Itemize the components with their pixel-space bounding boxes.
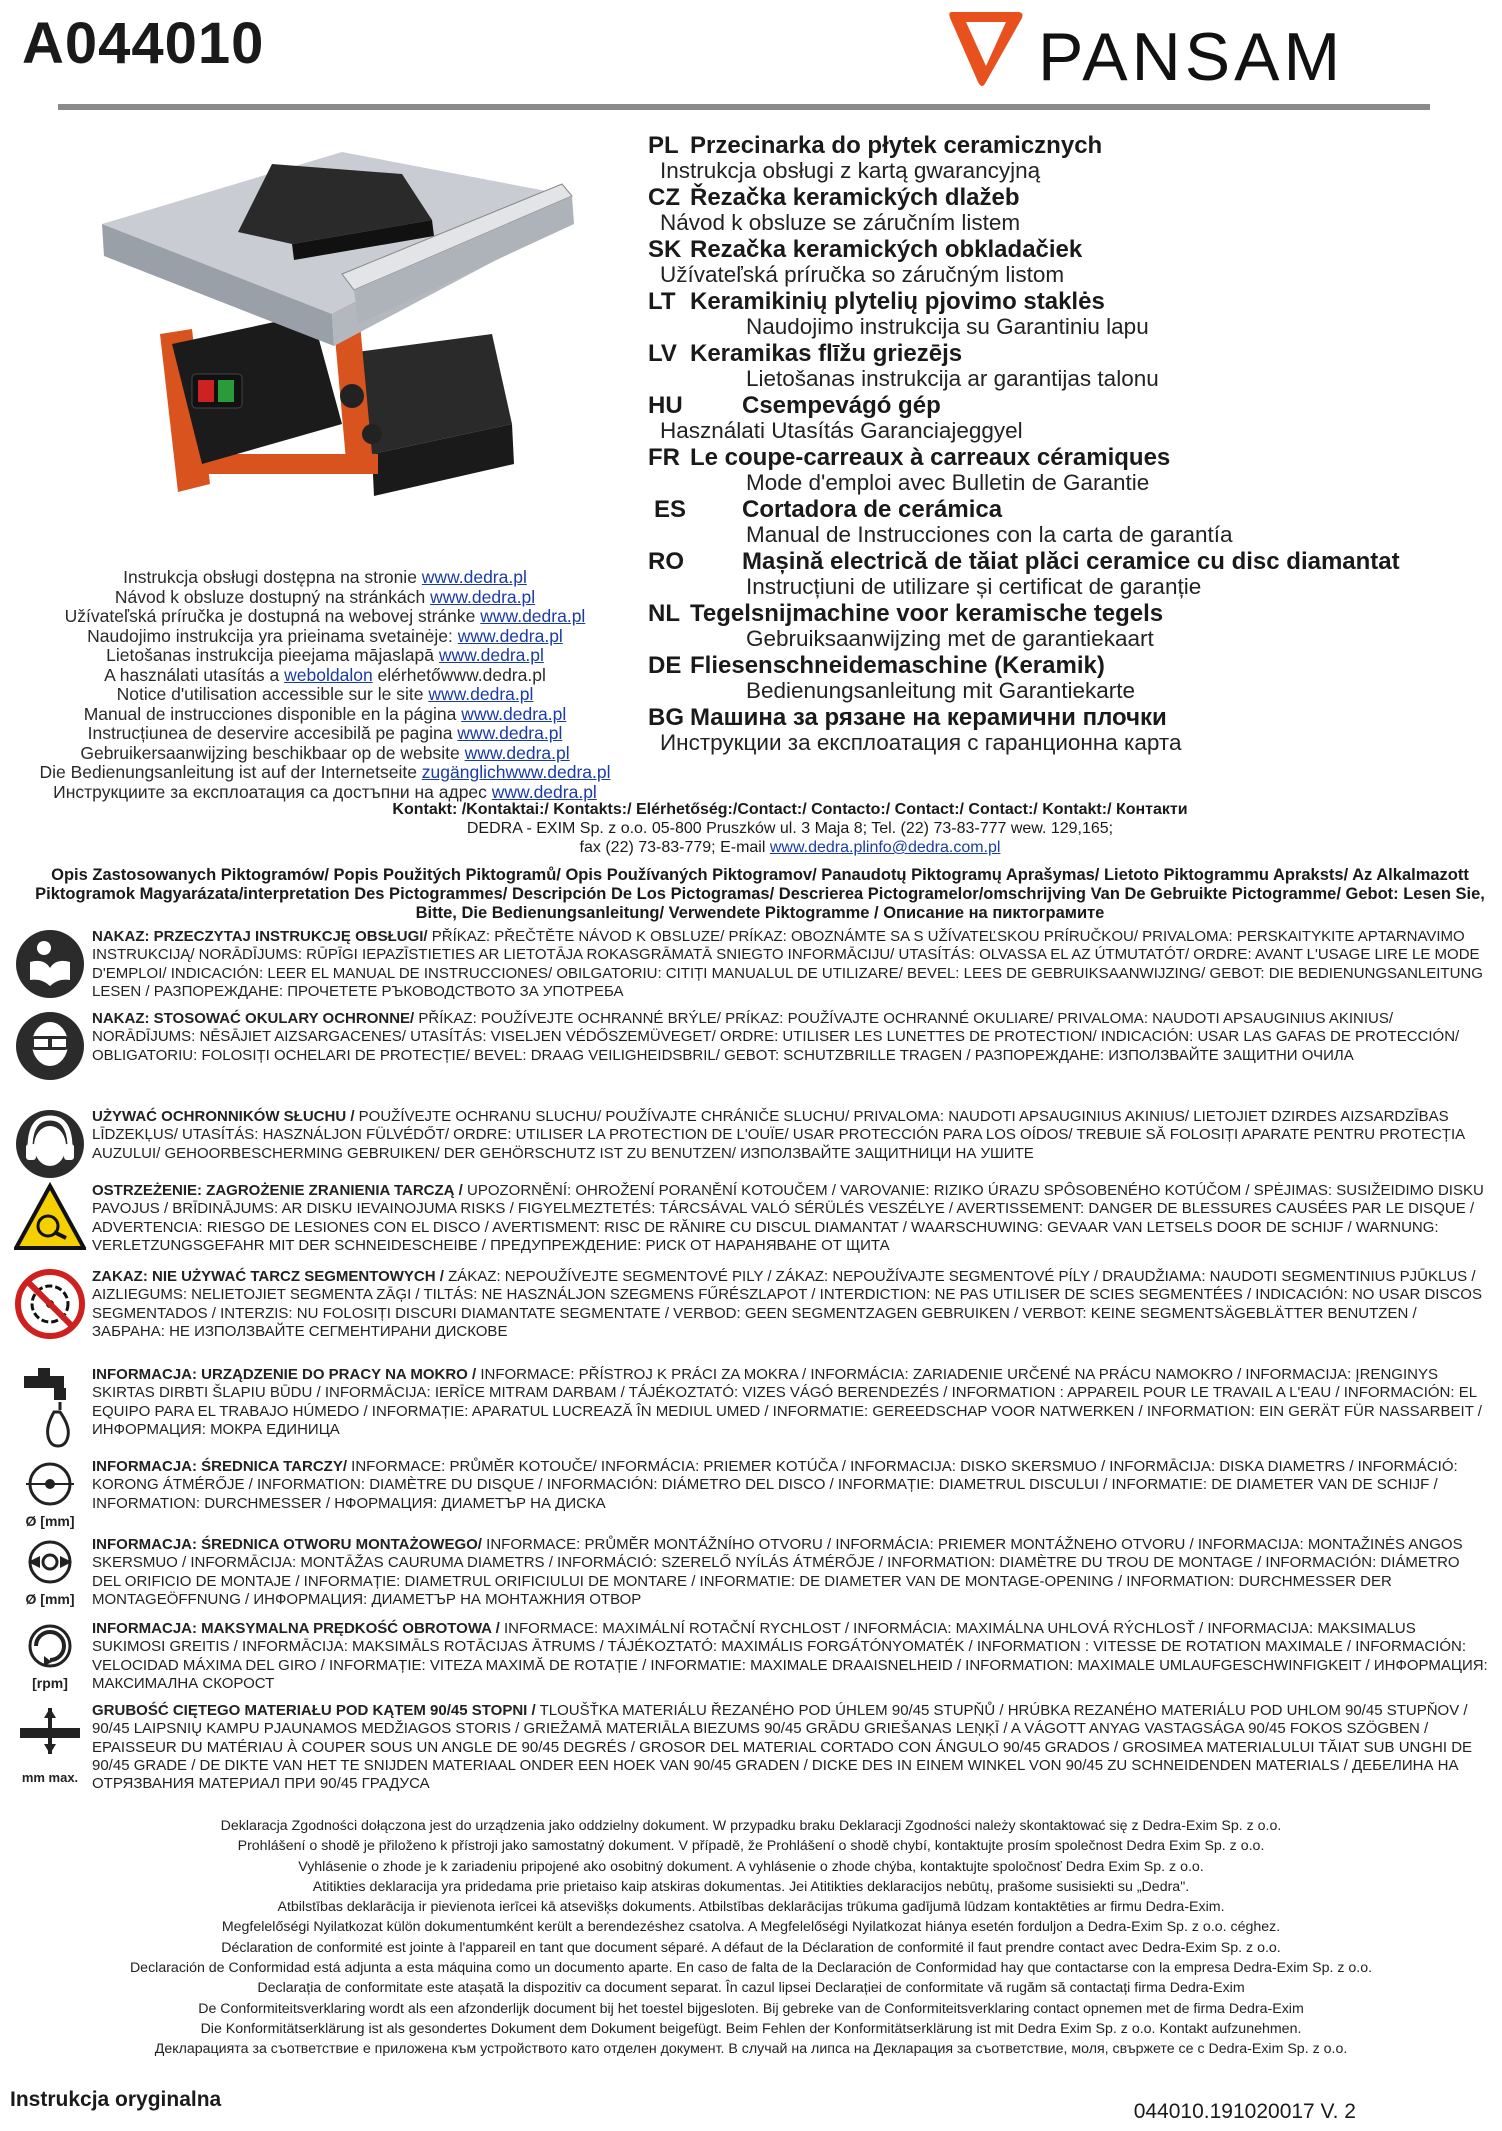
online-manual-line: Manual de instrucciones disponible en la página www.dedra.pl <box>83 703 567 724</box>
lang-code: BG <box>648 704 684 731</box>
lang-subtitle: Bedienungsanleitung mit Garantiekarte <box>746 678 1135 703</box>
lang-code: CZ <box>648 184 680 211</box>
svg-text:[rpm]: [rpm] <box>32 1675 68 1691</box>
original-instructions-label: Instrukcja oryginalna <box>10 2088 222 2111</box>
online-manual-line: Naudojimo instrukcija yra prieinama svetainėje: www.dedra.pl <box>87 625 563 646</box>
lang-subtitle: Instrucțiuni de utilizare și certificat de garanție <box>746 574 1202 599</box>
manual-link[interactable]: www.dedra.pl <box>457 723 563 743</box>
lang-subtitle: Gebruiksaanwijzing met de garantiekaart <box>746 626 1154 651</box>
pictogram-text: OSTRZEŻENIE: ZAGROŻENIE ZRANIENIA TARCZĄ / UPOZORNĚNÍ: OHROŽENÍ PORANĚNÍ KOTOUČEM / VAROVANIE: RIZIKO ÚRAZU SPÔSOBENÉHO KOTÚČOM / SPĖJIMAS: SUSIŽEIDIMO DISKU PAVOJUS / BRĪDINĀJUMS: AR DISKU IEVAINOJUMA RISKS / FIGYELMEZTETÉS: TÁRCSÁVAL VALÓ SÉRÜLÉS VESZÉLYE / AVERTISSEMENT: DANGER DE BLESSURES CAUSÉES PAR LE DISQUE / ADVERTENCIA: RIESGO DE LESIONES CON EL DISCO / AVERTISMENT: RISC DE RĂNIRE CU DISCUL DIAMANTAT / WAARSCHUWING: GEVAAR VAN LETSELS DOOR DE SCHIJF / WARNUNG: VERLETZUNGSGEFAHR MIT DER SCHNEIDESCHEIBE / ПРЕДУПРЕЖДЕНИЕ: РИСК ОТ НАРАНЯВАНЕ ОТ ЩИТА <box>92 1182 1484 1254</box>
online-manual-line: Užívateľská príručka je dostupná na webovej stránke www.dedra.pl <box>64 606 586 626</box>
lang-subtitle: Manual de Instrucciones con la carta de garantía <box>746 522 1233 547</box>
pictogram-text: INFORMACJA: MAKSYMALNA PRĘDKOŚĆ OBROTOWA / INFORMACE: MAXIMÁLNÍ ROTAČNÍ RYCHLOST / INFORMÁCIA: MAXIMÁLNA UHLOVÁ RÝCHLOSŤ / INFORMACIJA: MAKSIMALUS SUKIMOSI GREITIS / INFORMĀCIJA: MAKSIMĀLS ROTĀCIJAS ĀTRUMS / TÁJÉKOZTATÓ: MAXIMÁLIS FORGÁTÓNYOMATÉK / INFORMATION : VITESSE DE ROTATION MAXIMALE / INFORMACIÓN: VELOCIDAD MÁXIMA DEL GIRO / INFORMAȚIE: VITEZA MAXIMĂ DE ROTAȚIE / INFORMATIE: MAXIMALE DRAAISNELHEID / INFORMATION: MAXIMALE UMLAUFGESCHWINFIGKEIT / ИНФОРМАЦИЯ: МАКСИМАЛНА СКОРОСТ <box>92 1620 1488 1692</box>
manual-link[interactable]: www.dedra.pl <box>430 586 536 607</box>
lang-subtitle: Naudojimo instrukcija su Garantiniu lapu <box>746 314 1149 339</box>
lang-title: Le coupe-carreaux à carreaux céramiques <box>690 444 1171 471</box>
lang-subtitle: Használati Utasítás Garanciajeggyel <box>660 418 1023 443</box>
online-manual-info <box>0 568 650 802</box>
pictogram-text: NAKAZ: PRZECZYTAJ INSTRUKCJĘ OBSŁUGI/ PŘÍKAZ: PŘEČTĚTE NÁVOD K OBSLUZE/ PRÍKAZ: OBOZNÁMTE SA S UŽÍVATEĽSKOU PRÍRUČKOU/ PRIVALOMA: PERSKAITYKITE APTARNAVIMO INSTRUKCIJĄ/ NORĀDĪJUMS: RŪPĪGI IEPAZĪSTIETIES AR LIETOTĀJA ROKASGRĀMATĀ SNIEGTO INFORMĀCIJU/ UTASÍTÁS: OLVASSA EL AZ ÚTMUTATÓT/ ORDRE: AVANT L'USAGE LIRE LE MODE D'EMPLOI/ INDICACIÓN: LEER EL MANUAL DE INSTRUCCIONES/ OBILGATORIU: CITIȚI MANUALUL DE UTILIZARE/ BEVEL: LEES DE GEBRUIKSAANWIJZING/ GEBOT: DIE BEDIENUNGSANLEITUNG LESEN / РАЗПОРЕЖДАНЕ: ПРОЧЕТЕТЕ РЪКОВОДСТВОТО ЗА УПОТРЕБА <box>92 928 1483 1000</box>
online-manual-line: Lietošanas instrukcija pieejama mājaslapā www.dedra.pl <box>106 645 544 665</box>
declaration-line: Atitikties deklaracija yra pridedama prie prietaiso kaip atskiras dokumentas. Jei Atitikties deklaracijos nebūtų, prašome susisiekti su „Dedra". <box>312 1878 1190 1895</box>
manual-link[interactable]: weboldalon <box>284 664 373 685</box>
declarations-block <box>20 1816 1482 2060</box>
lang-title: Przecinarka do płytek ceramicznych <box>690 132 1103 159</box>
manual-link[interactable]: www.dedra.pl <box>461 703 567 724</box>
lang-subtitle: Užívateľská príručka so záručným listom <box>660 262 1065 287</box>
lang-code: NL <box>648 600 680 627</box>
brand-name: PANSAM <box>1038 19 1345 95</box>
disc-injury-warning-icon <box>14 1182 86 1254</box>
svg-text:mm max.: mm max. <box>21 1770 79 1785</box>
pictogram-text: ZAKAZ: NIE UŻYWAĆ TARCZ SEGMENTOWYCH / ZÁKAZ: NEPOUŽÍVEJTE SEGMENTOVÉ PILY / ZÁKAZ: NEPOUŽÍVAJTE SEGMENTOVÉ PÍLY / DRAUDŽIAMA: NAUDOTI SEGMENTINIUS PJŪKLUS / AIZLIEGUMS: NELIETOJIET SEGMENTA ZĀĢI / TILTÁS: NE HASZNÁLJON SZEGMENS FŰRÉSZLAPOT / INTERDICTION: NE PAS UTILISER DE SCIES SEGMENTÉES / INDICACIÓN: NO USAR DISCOS SEGMENTADOS / INTERZIS: NU FOLOSIȚI DISCURI DIAMANTATE SEGMENTATE / VERBOD: GEEN SEGMENTZAGEN GEBRUIKEN / VERBOT: KEINE SEGMENTSÄGEBLÄTTER BENUTZEN / ЗАБРАНА: НЕ ИЗПОЛЗВАЙТЕ СЕГМЕНТИРАНИ ДИСКОВЕ <box>92 1268 1482 1340</box>
pictogram-text: UŻYWAĆ OCHRONNIKÓW SŁUCHU / POUŽÍVEJTE OCHRANU SLUCHU/ POUŽÍVAJTE CHRÁNIČE SLUCHU/ PRIVALOMA: NAUDOTI APSAUGINIUS AKINIUS/ LIETOJIET DZIRDES AIZSARDZĪBAS LĪDZEKĻUS/ UTASÍTÁS: HASZNÁLJON FÜLVÉDŐT/ ORDRE: UTILISER LA PROTECTION DE L'OUÏE/ USAR PROTECCIÓN PARA LOS OÍDOS/ TREBUIE SĂ FOLOSIȚI APARATE PENTRU PROTECȚIA AUZULUI/ GEHOORBESCHERMING GEBRUIKEN/ DER GEHÖRSCHUTZ IST ZU BENUTZEN/ ИЗПОЛЗВАЙТЕ ЗАЩИТНИЦИ НА УШИТЕ <box>92 1108 1465 1162</box>
lang-subtitle: Mode d'emploi avec Bulletin de Garantie <box>746 470 1150 495</box>
online-manual-line: Instrukcja obsługi dostępna na stronie www.dedra.pl <box>123 567 527 587</box>
lang-entry-lt <box>646 288 1466 340</box>
pansam-logo-icon <box>938 4 1034 94</box>
lang-title: Tegelsnijmachine voor keramische tegels <box>690 600 1164 627</box>
lang-code: SK <box>648 236 682 263</box>
lang-subtitle: Instrukcja obsługi z kartą gwarancyjną <box>660 158 1041 183</box>
lang-subtitle: Инструкции за експлоатация с гаранционна карта <box>660 730 1182 755</box>
lang-title: Rezačka keramických obkladačiek <box>690 236 1083 263</box>
no-segmented-disc-icon <box>14 1268 86 1340</box>
pictogram-text: GRUBOŚĆ CIĘTEGO MATERIAŁU POD KĄTEM 90/45 STOPNI / TLOUŠŤKA MATERIÁLU ŘEZANÉHO POD ÚHLEM 90/45 STUPŇŮ / HRÚBKA REZANÉHO MATERIÁLU POD UHLOM 90/45 STUPŇOV / 90/45 LAIPSNIŲ KAMPU PJAUNAMOS MEDŽIAGOS STORIS / GRIEŽAMĀ MATERIĀLA BIEZUMS 90/45 GRĀDU GRIEŠANAS LEŅĶĪ / A VÁGOTT ANYAG VASTAGSÁGA 90/45 FOKOS SZÖGBEN / EPAISSEUR DU MATÉRIAU À COUPER SOUS UN ANGLE DE 90/45 DEGRÉS / GROSOR DEL MATERIAL CORTADO CON ÁNGULO 90/45 GRADOS / GROSIMEA MATERIALULUI TĂIAT SUB UNGHI DE 90/45 GRADE / DE DIKTE VAN HET TE SNIJDEN MATERIAAL ONDER EEN HOEK VAN 90/45 GRADEN / DICKE DES IN EINEM WINKEL VON 90/45 ZU SCHNEIDENDEN MATERIALS / ДЕБЕЛИНА НА ОТРЯЗВАНИЯ МАТЕРИАЛ ПРИ 90/45 ГРАДУСА <box>92 1702 1473 1793</box>
lang-entry-fr <box>646 444 1466 496</box>
online-manual-line: Gebruikersaanwijzing beschikbaar op de website www.dedra.pl <box>80 742 570 763</box>
manual-link[interactable]: www.dedra.pl <box>421 567 527 587</box>
language-titles <box>646 132 1466 756</box>
document-number: 044010.191020017 V. 2 <box>1133 2100 1356 2123</box>
manual-link[interactable]: www.dedra.pl <box>438 645 544 665</box>
lang-entry-cz <box>646 184 1466 236</box>
lang-entry-es <box>646 496 1466 548</box>
lang-entry-de <box>646 652 1466 704</box>
online-manual-line: Notice d'utilisation accessible sur le site www.dedra.pl <box>116 684 534 704</box>
lang-title: Csempevágó gép <box>742 392 941 419</box>
declaration-line: Déclaration de conformité est jointe à l'appareil en tant que document séparé. A défaut de la Déclaration de conformité il faut prendre contact avec Dedra-Exim Sp. z o.o. <box>221 1939 1281 1956</box>
online-manual-line: A használati utasítás a weboldalon elérhetőwww.dedra.pl <box>104 664 546 685</box>
manual-link[interactable]: www.dedra.pl <box>491 781 597 802</box>
online-manual-line: Инструкциите за експлоатация са достъпни на адрес www.dedra.pl <box>53 781 597 802</box>
rotation-speed-icon <box>14 1620 86 1692</box>
lang-code: PL <box>648 132 679 159</box>
pictogram-text: INFORMACJA: ŚREDNICA OTWORU MONTAŻOWEGO/ INFORMACE: PRŮMĚR MONTÁŽNÍHO OTVORU / INFORMÁCIA: PRIEMER MONTÁŽNEHO OTVORU / INFORMACIJA: MONTAŽINĖS ANGOS SKERSMUO / INFORMĀCIJA: MONTĀŽAS CAURUMA DIAMETRS / INFORMÁCIÓ: SZERELŐ NYÍLÁS ÁTMÉRŐJE / INFORMATION: DIAMÈTRE DU TROU DE MONTAGE / INFORMACIÓN: DIÁMETRO DEL ORIFICIO DE MONTAJE / INFORMAȚIE: DIAMETRUL ORIFICIULUI DE MONTARE / INFORMATIE: DE DIAMETER VAN DE MONTAGE-OPENING / INFORMATION: DURCHMESSER DER MONTAGEÖFFNUNG / ИНФОРМАЦИЯ: ДИАМЕТЪР НА МОНТАЖНИЯ ОТВОР <box>92 1536 1463 1608</box>
lang-code: LT <box>648 288 676 315</box>
lang-entry-sk <box>646 236 1466 288</box>
svg-text:Ø [mm]: Ø [mm] <box>25 1513 75 1529</box>
lang-entry-lv <box>646 340 1466 392</box>
disc-diameter-icon <box>14 1458 86 1530</box>
lang-subtitle: Návod k obsluze se záručním listem <box>660 210 1021 235</box>
brand-logo <box>938 4 1458 94</box>
safety-glasses-icon <box>14 1010 86 1082</box>
manual-link[interactable]: www.dedra.pl <box>457 625 563 646</box>
lang-title: Řezačka keramických dlažeb <box>690 184 1020 211</box>
manual-link[interactable]: zugänglichwww.dedra.pl <box>421 762 611 782</box>
contact-block <box>300 800 1280 857</box>
contact-label: Kontakt: /Kontaktai:/ Kontakts:/ Elérhetőség:/Contact:/ Contacto:/ Contact:/ Contact:/ Kontakt:/ Контакти <box>392 801 1188 818</box>
product-image <box>42 124 612 554</box>
lang-code: LV <box>648 340 677 367</box>
lang-code: HU <box>648 392 683 419</box>
declaration-line: Декларацията за съответствие е приложена към устройството като отделен документ. В случай на липса на Декларация за съответствие, моля, свържете се с Dedra-Exim Sp. z o.o. <box>154 2041 1348 2058</box>
lang-code: RO <box>648 548 684 575</box>
manual-link[interactable]: www.dedra.pl <box>428 684 534 704</box>
wet-operation-icon <box>14 1366 86 1458</box>
lang-code: DE <box>648 652 682 679</box>
lang-entry-ro <box>646 548 1466 600</box>
pictogram-text: INFORMACJA: ŚREDNICA TARCZY/ INFORMACE: PRŮMĚR KOTOUČE/ INFORMÁCIA: PRIEMER KOTÚČA / INFORMACIJA: DISKO SKERSMUO / INFORMĀCIJA: DISKA DIAMETRS / INFORMÁCIÓ: KORONG ÁTMÉRŐJE / INFORMATION: DIAMÈTRE DU DISQUE / INFORMACIÓN: DIÁMETRO DEL DISCO / INFORMAȚIE: DIAMETRUL DISCULUI / INFORMATIE: DE DIAMETER VAN DE SCHIJF / INFORMATION: DURCHMESSER / НФОРМАЦИЯ: ДИАМЕТЪР НА ДИСКА <box>92 1458 1458 1512</box>
lang-title: Keramikinių plytelių pjovimo staklės <box>690 288 1105 315</box>
pictogram-heading: Opis Zastosowanych Piktogramów/ Popis Použitých Piktogramů/ Opis Používaných Piktogramov/ Panaudotų Piktogramų Aprašymas/ Lietoto Piktogrammu Apraksts/ Az Alkalmazott Piktogramok Magyarázata/interpretation Des Pictogrammes/ Descripción De Los Pictogramas/ Descrierea Pictogramelor/omschrijving Van De Gebruikte Pictogramme/ Gebot: Lesen Sie, Bitte, Die Bedienungsanleitung/ Verwendete Piktogramme / Описание на пиктограмите <box>35 866 1485 922</box>
read-manual-icon <box>14 928 86 1000</box>
manual-link[interactable]: www.dedra.pl <box>464 742 570 763</box>
lang-entry-pl <box>646 132 1466 184</box>
online-manual-line: Instrucțiunea de deservire accesibilă pe pagina www.dedra.pl <box>87 723 563 743</box>
model-code: A044010 <box>22 11 265 76</box>
declaration-line: De Conformiteitsverklaring wordt als een afzonderlijk document bij het toestel bijgesloten. Bij gebreke van de Conformiteitsverklaring contact opnemen met de firma Dedra-Exim <box>198 2000 1304 2017</box>
email-link[interactable]: www.dedra.plinfo@dedra.com.pl <box>769 839 1001 856</box>
declaration-line: Deklaracja Zgodności dołączona jest do urządzenia jako oddzielny dokument. W przypadku braku Deklaracji Zgodności należy skontaktować się z Dedra-Exim Sp. z o.o. <box>220 1818 1282 1834</box>
lang-title: Fliesenschneidemaschine (Keramik) <box>690 652 1105 679</box>
declaration-line: Declarația de conformitate este atașată la dispozitiv ca document separat. În cazul lipsei Declarației de conformitate vă rugăm să contactați firma Dedra-Exim <box>257 1980 1245 1997</box>
lang-title: Keramikas flīžu griezējs <box>690 340 963 367</box>
declaration-line: Prohlášení o shodě je přiloženo k přístroji jako samostatný dokument. V případě, že Prohlášení o shodě chybí, kontaktujte prosím společnost Dedra Exim Sp. z o.o. <box>237 1838 1265 1855</box>
lang-subtitle: Lietošanas instrukcija ar garantijas talonu <box>746 366 1159 391</box>
pictogram-text: NAKAZ: STOSOWAĆ OKULARY OCHRONNE/ PŘÍKAZ: POUŽÍVEJTE OCHRANNÉ BRÝLE/ PRÍKAZ: POUŽÍVAJTE OCHRANNÉ OKULIARE/ PRIVALOMA: NAUDOTI APSAUGINIUS AKINIUS/ NORĀDĪJUMS: NĒSĀJIET AIZSARGACENES/ UTASÍTÁS: VISELJEN VÉDŐSZEMÜVEGET/ ORDRE: UTILISER LES LUNETTES DE PROTECTION/ INDICACIÓN: USAR LAS GAFAS DE PROTECCIÓN/ OBLIGATORIU: FOLOSIȚI OCHELARI DE PROTECȚIE/ BEVEL: DRAAG VEILIGHEIDSBRIL/ GEBOT: SCHUTZBRILLE TRAGEN / РАЗПОРЕЖДАНЕ: ИЗПОЛЗВАЙТЕ ЗАЩИТНИ ОЧИЛА <box>92 1010 1460 1064</box>
lang-entry-nl <box>646 600 1466 652</box>
contact-fax-email: fax (22) 73-83-779; E-mail www.dedra.plinfo@dedra.com.pl <box>579 839 1001 856</box>
lang-code: ES <box>654 496 687 523</box>
manual-link[interactable]: www.dedra.pl <box>480 606 586 626</box>
svg-text:Ø [mm]: Ø [mm] <box>25 1591 75 1607</box>
header-divider <box>58 104 1430 110</box>
lang-title: Машина за рязане на керамични плочки <box>690 704 1167 731</box>
lang-title: Mașină electrică de tăiat plăci ceramice cu disc diamantat <box>742 548 1400 575</box>
pictogram-text: INFORMACJA: URZĄDZENIE DO PRACY NA MOKRO / INFORMACE: PŘÍSTROJ K PRÁCI ZA MOKRA / INFORMÁCIA: ZARIADENIE URČENÉ NA PRÁCU NAMOKRO / INFORMACIJA: ĮRENGINYS SKIRTAS DIRBTI ŠLAPIU BŪDU / INFORMĀCIJA: IERĪCE MITRAM DARBAM / TÁJÉKOZTATÓ: VIZES VÁGÓ BERENDEZÉS / INFORMATION : APPAREIL POUR LE TRAVAIL A L'EAU / INFORMACIÓN: EL EQUIPO PARA EL TRABAJO HÚMEDO / INFORMAȚIE: APARATUL LUCREAZĂ ÎN MEDIUL UMED / INFORMATIE: GEREEDSCHAP VOOR NATWERKEN / INFORMATION: EIN GERÄT FÜR NASSARBEIT / ИНФОРМАЦИЯ: МОКРА ЕДИНИЦА <box>92 1366 1482 1438</box>
declaration-line: Die Konformitätserklärung ist als gesondertes Dokument dem Dokument beigefügt. Beim Fehlen der Konformitätserklärung ist mit Dedra Exim Sp. z o.o. Kontakt aufzunehmen. <box>200 2020 1302 2037</box>
lang-entry-hu <box>646 392 1466 444</box>
lang-entry-bg <box>646 704 1466 756</box>
contact-address: DEDRA - EXIM Sp. z o.o. 05-800 Pruszków ul. 3 Maja 8; Tel. (22) 73-83-777 wew. 129,165; <box>466 820 1114 837</box>
declaration-line: Atbilstības deklarācija ir pievienota ierīcei kā atsevišķs dokuments. Atbilstības deklarācijas trūkuma gadījumā lūdzam kontaktēties ar firmu Dedra-Exim. <box>277 1899 1225 1916</box>
online-manual-line: Die Bedienungsanleitung ist auf der Internetseite zugänglichwww.dedra.pl <box>39 762 611 782</box>
declaration-line: Declaración de Conformidad está adjunta a esta máquina como un documento aparte. En caso de falta de la Declaración de Conformidad hay que contactarse con la empresa Dedra-Exim Sp. z o.o. <box>129 1960 1373 1977</box>
lang-code: FR <box>648 444 680 471</box>
cutting-thickness-icon <box>14 1702 86 1788</box>
declaration-line: Megfelelőségi Nyilatkozat külön dokumentumként került a berendezéshez csatolva. A Megfelelőségi Nyilatkozat hiánya esetén forduljon a Dedra-Exim Sp. z o.o. céghez. <box>221 1919 1281 1936</box>
declaration-line: Vyhlásenie o zhode je k zariadeniu pripojené ako osobitný dokument. A vyhlásenie o zhode chýba, kontaktujte spoločnosť Dedra Exim Sp. z o.o. <box>298 1858 1204 1875</box>
bore-diameter-icon <box>14 1536 86 1608</box>
lang-title: Cortadora de cerámica <box>742 496 1003 523</box>
ear-protection-icon <box>14 1108 86 1180</box>
online-manual-line: Návod k obsluze dostupný na stránkách www.dedra.pl <box>114 586 536 607</box>
